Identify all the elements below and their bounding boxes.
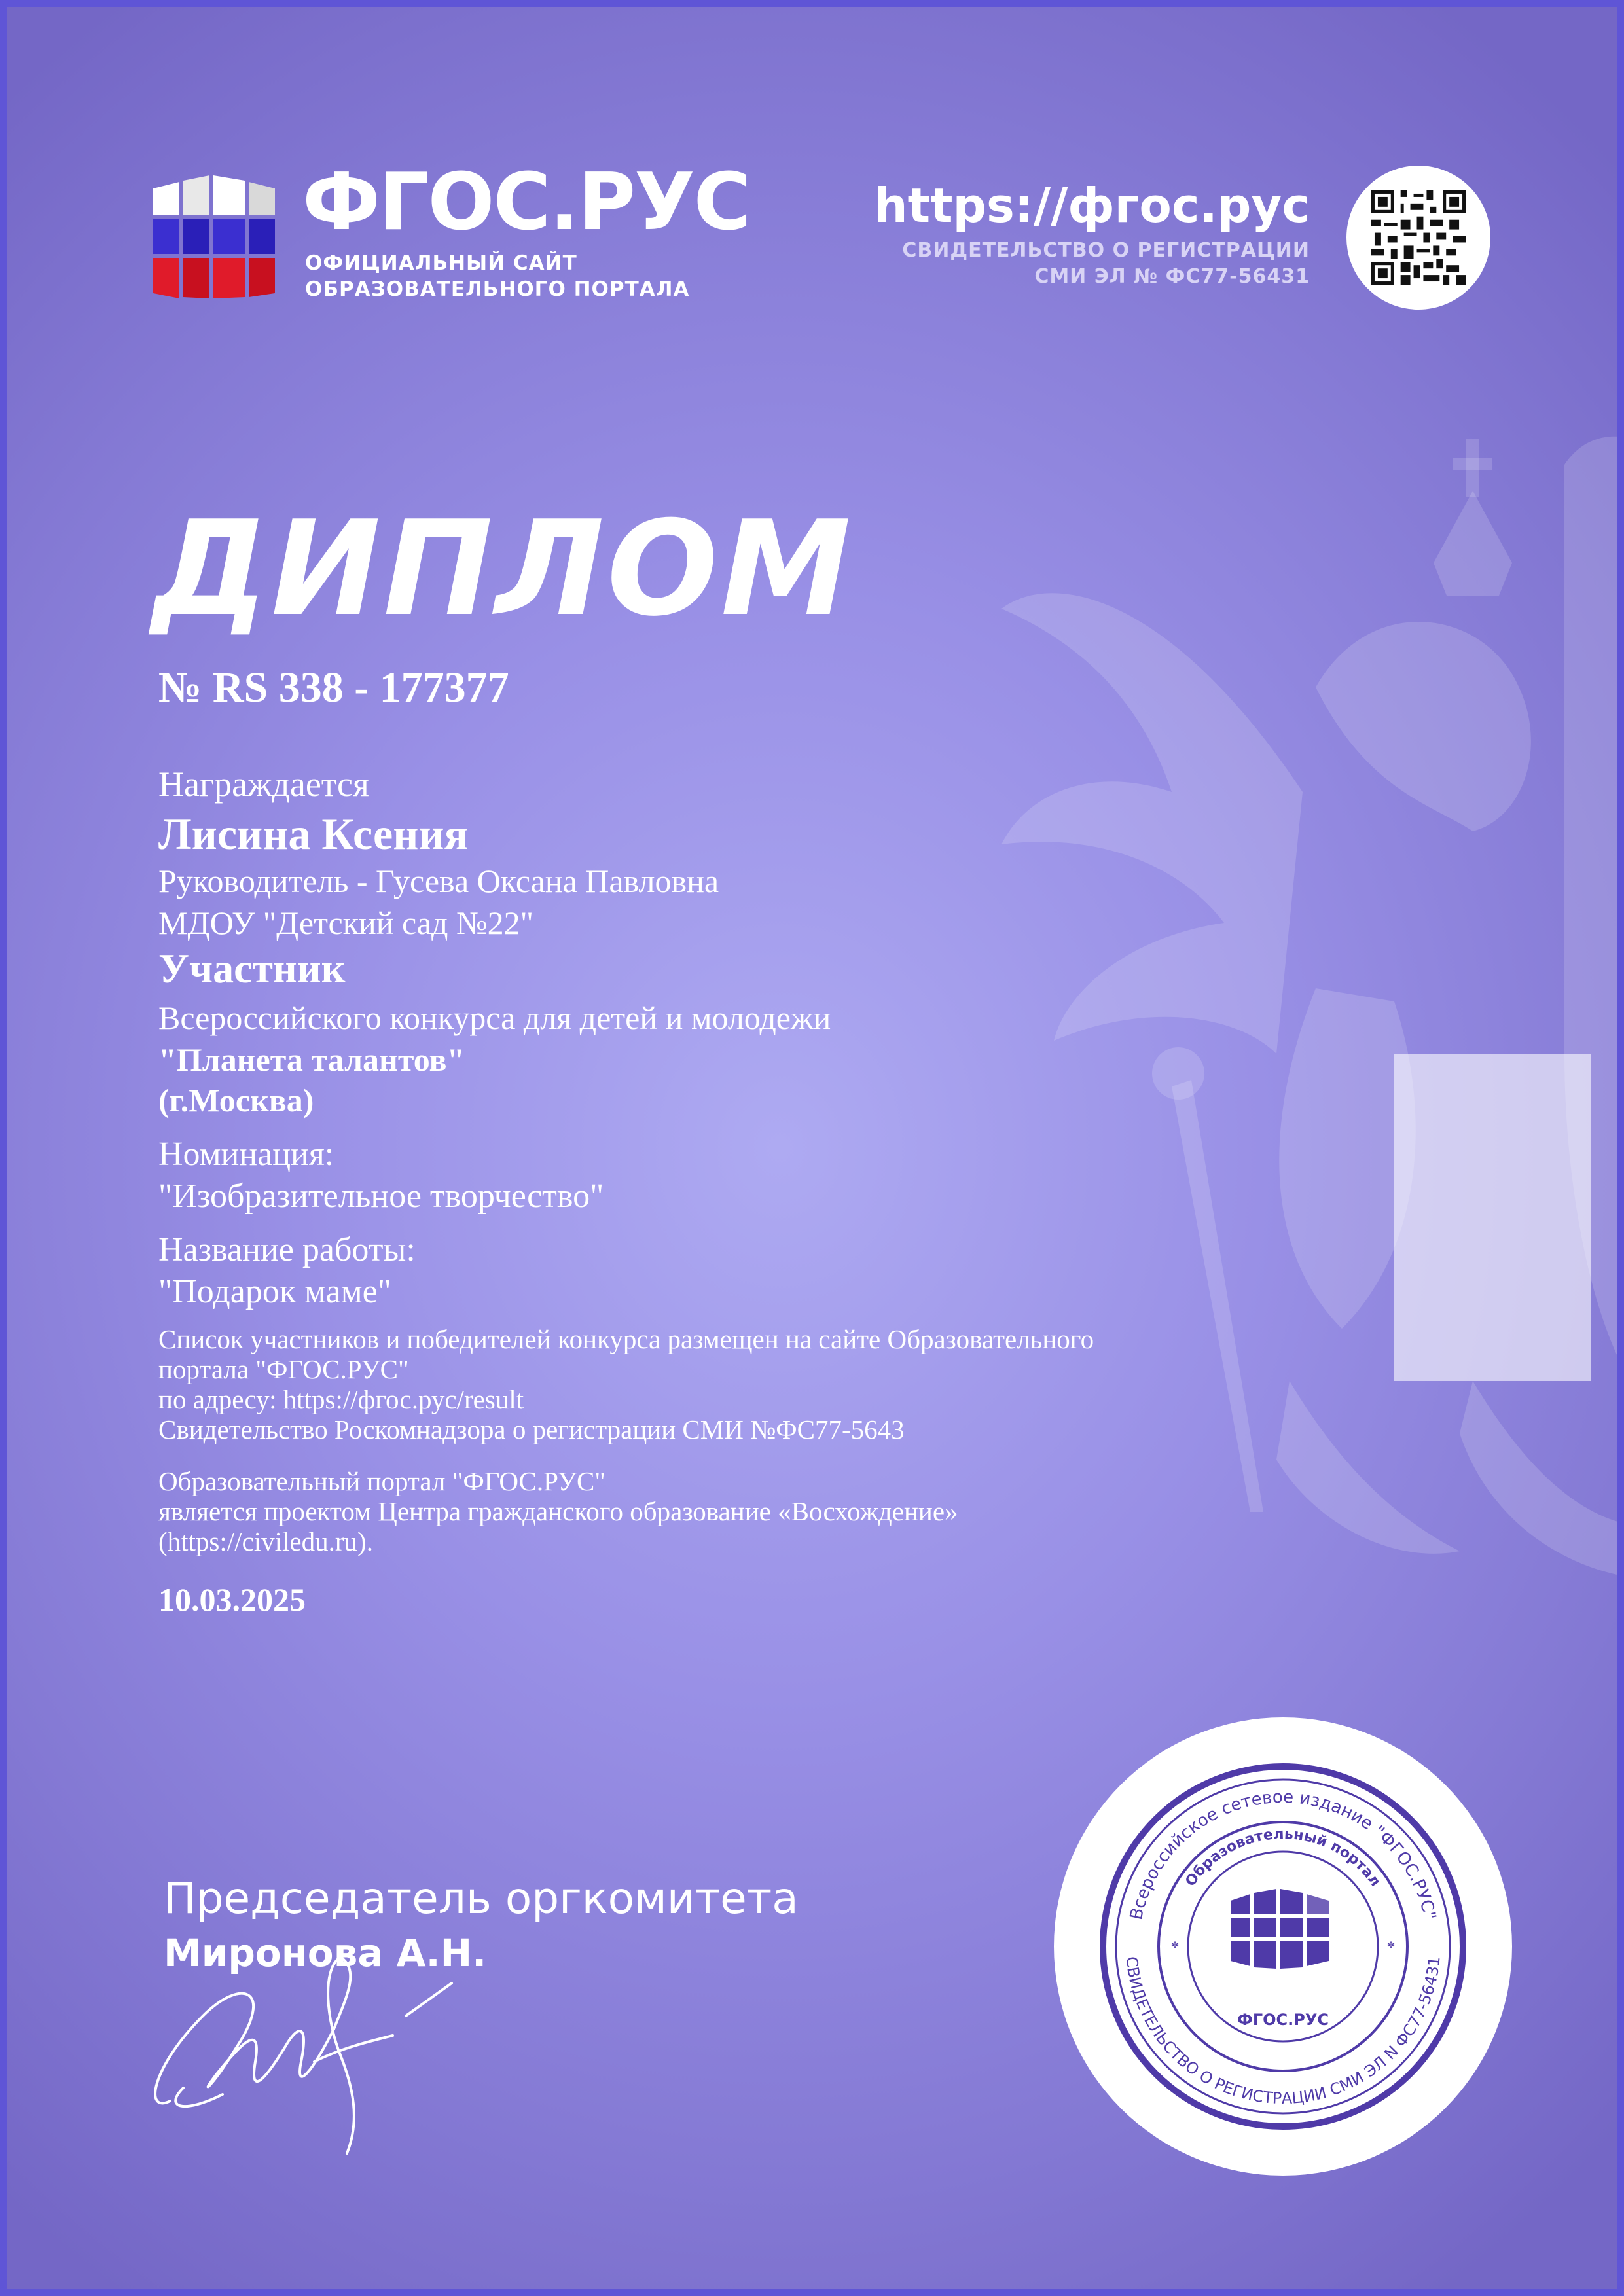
registration-line1: СВИДЕТЕЛЬСТВО О РЕГИСТРАЦИИ	[902, 239, 1310, 262]
chair-role: Председатель оргкомитета	[164, 1873, 799, 1924]
contest-description: Всероссийского конкурса для детей и молодежи	[158, 999, 831, 1036]
results-info	[158, 1324, 1094, 1444]
seal-stamp	[1054, 1717, 1512, 2176]
project-line: Образовательный портал "ФГОС.РУС"	[158, 1466, 606, 1496]
seal-center-text: ФГОС.РУС	[1237, 2011, 1329, 2029]
awardee-name: Лисина Ксения	[158, 809, 469, 859]
status: Участник	[158, 945, 346, 992]
nomination-value: "Изобразительное творчество"	[158, 1177, 604, 1215]
logo-subtitle-line2: ОБРАЗОВАТЕЛЬНОГО ПОРТАЛА	[305, 278, 690, 301]
logo-subtitle	[305, 250, 689, 302]
official-seal	[1054, 1717, 1512, 2176]
organization: МДОУ "Детский сад №22"	[158, 905, 534, 941]
registration-line2: СМИ ЭЛ № ФС77-56431	[1034, 265, 1310, 288]
diploma-title: ДИПЛОМ	[152, 493, 854, 645]
portal-logo-icon	[153, 175, 275, 298]
info-line: Список участников и победителей конкурса размещен на сайте Образовательного	[158, 1324, 1094, 1354]
project-line: (https://civiledu.ru).	[158, 1526, 373, 1556]
svg-text:*: *	[1170, 1938, 1180, 1957]
diploma-date: 10.03.2025	[158, 1581, 306, 1618]
handwritten-signature	[144, 1918, 471, 2166]
qr-badge	[1346, 166, 1490, 310]
seal-top-text: Всероссийское сетевое издание "ФГОС.РУС"	[1126, 1787, 1440, 1922]
seal-inner-text: Образовательный портал	[1182, 1825, 1384, 1890]
awarded-label: Награждается	[158, 764, 369, 804]
seal-bottom-text: СВИДЕТЕЛЬСТВО О РЕГИСТРАЦИИ СМИ ЭЛ N ФС77-56431	[1122, 1955, 1444, 2108]
logo-subtitle-line1: ОФИЦИАЛЬНЫЙ САЙТ	[305, 251, 577, 275]
work-label: Название работы:	[158, 1231, 416, 1268]
work-value: "Подарок маме"	[158, 1273, 391, 1310]
diploma-number: № RS 338 - 177377	[158, 664, 509, 711]
contest-city: (г.Москва)	[158, 1082, 314, 1119]
qr-code-icon	[1371, 190, 1466, 285]
site-url: https://фгос.рус	[874, 178, 1310, 233]
logo-name: ФГОС.РУС	[302, 157, 750, 248]
seal-logo-icon	[1231, 1889, 1329, 1969]
project-line: является проектом Центра гражданского образование «Восхождение»	[158, 1496, 958, 1526]
svg-text:Образовательный портал	[1182, 1826, 1383, 1890]
chair-name: Миронова А.Н.	[164, 1931, 487, 1975]
eagle-watermark	[975, 399, 1624, 1708]
nomination-label: Номинация:	[158, 1136, 334, 1173]
project-info	[158, 1466, 958, 1556]
info-line: Свидетельство Роскомнадзора о регистрации СМИ №ФС77-5643	[158, 1414, 905, 1444]
contest-name: "Планета талантов"	[158, 1041, 465, 1078]
svg-text:*: *	[1386, 1938, 1396, 1957]
info-line: по адресу: https://фгос.рус/result	[158, 1384, 524, 1414]
supervisor: Руководитель - Гусева Оксана Павловна	[158, 863, 719, 899]
info-line: портала "ФГОС.РУС"	[158, 1354, 409, 1384]
